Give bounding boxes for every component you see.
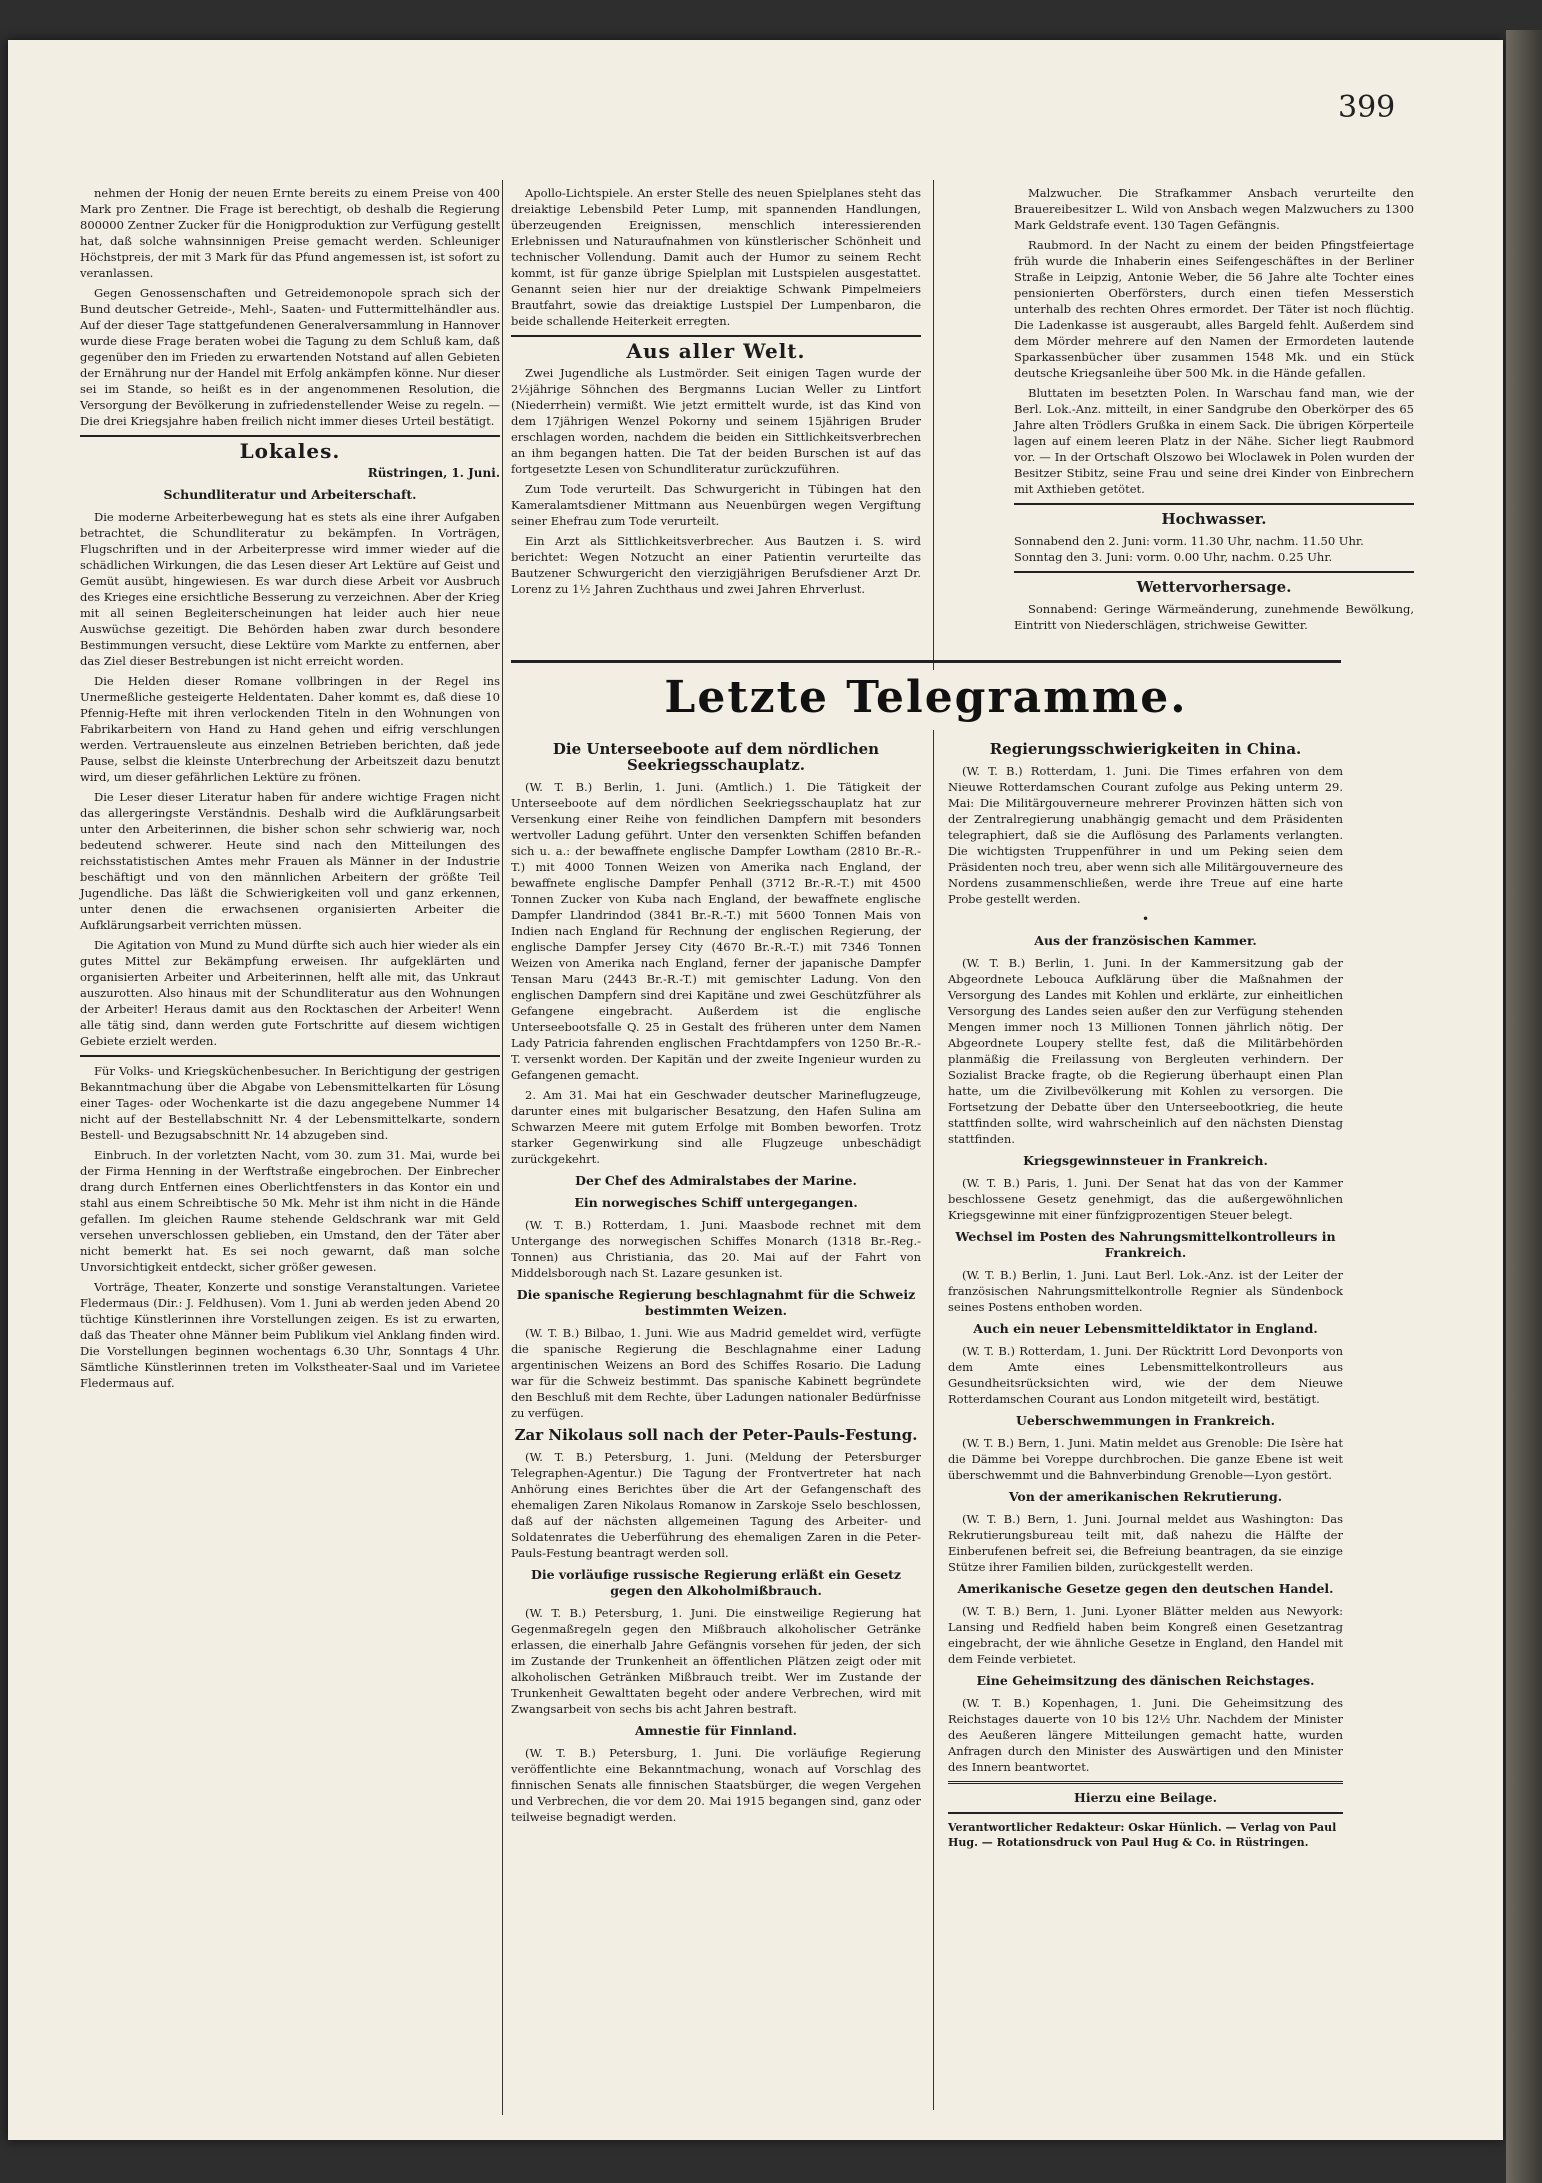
separator-dot: • [1141,912,1150,926]
article-text: Zum Tode verurteilt. Das Schwurgericht in Tübingen hat den Kameralamtsdiener Mittmann aus Neuenbürgen wegen Vergiftung seiner Ehefrau zum Tode verurteilt. [511,482,921,528]
column-middle-lower [511,735,921,1829]
imprint: Verantwortlicher Redakteur: Oskar Hünlich. — Verlag von Paul Hug. — Rotationsdruck von Paul Hug & Co. in Rüstringen. [948,1821,1337,1849]
divider [1014,571,1414,573]
article-text: (W. T. B.) Petersburg, 1. Juni. Die vorläufige Regierung veröffentlichte eine Bekanntmachung, wonach auf Vorschlag des finnischen Senats alle finnischen Staatsbürger, die wegen Vergehen und Verbrechen, die vor dem 20. Mai 1915 begangen sind, ganz oder teilweise begnadigt werden. [511,1746,921,1824]
column-rule [933,180,934,670]
newspaper-page [8,40,1503,2140]
article-text: Die Leser dieser Literatur haben für andere wichtige Fragen nicht das allergeringste Verständnis. Deshalb wird die Aufklärungsarbeit unter den Arbeiterinnen, die bisher schon sehr schwierig war, noch bedeutend schwerer. Heute sind nach den Mitteilungen des reichsstatistischen Amtes mehr Frauen als Männer in der Industrie beschäftigt und von den männlichen Arbeitern der größte Teil Jugendliche. Das läßt die Schwierigkeiten voll und ganz erkennen, unter denen die erwachsenen organisierten Arbeiter die Aufklärungsarbeit verrichten müssen. [80,790,500,932]
section-heading: Hochwasser. [1161,510,1267,528]
article-heading: Regierungsschwierigkeiten in China. [989,740,1302,758]
article-heading: Die spanische Regierung beschlagnahmt für die Schweiz bestimmten Weizen. [516,1287,916,1318]
section-heading: Aus aller Welt. [626,339,806,363]
article-heading: Eine Geheimsitzung des dänischen Reichstages. [976,1673,1315,1688]
article-heading: Aus der französischen Kammer. [1034,933,1257,948]
article-text: (W. T. B.) Petersburg, 1. Juni. (Meldung der Petersburger Telegraphen-Agentur.) Die Tagung der Frontvertreter hat nach Anhörung eines Berichtes über die Art der Gefangenschaft des ehemaligen Zaren Nikolaus Romanow in Zarskoje Sselo beschlossen, daß auf der nächsten allgemeinen Tagung des Arbeiter- und Soldatenrates die Ueberführung des ehemaligen Zaren in die Peter-Pauls-Festung beantragt werden soll. [511,1450,921,1560]
telegram-banner: Letzte Telegramme. [664,672,1188,723]
article-heading: Ueberschwemmungen in Frankreich. [1016,1413,1275,1428]
article-text: (W. T. B.) Bilbao, 1. Juni. Wie aus Madrid gemeldet wird, verfügte die spanische Regierung die Beschlagnahme einer Ladung argentinischen Weizens an Bord des Schiffes Rosario. Die Ladung war für die Schweiz bestimmt. Das spanische Kabinett begründete den Beschluß mit dem Rechte, über Ladungen nationaler Bedürfnisse zu verfügen. [511,1326,921,1420]
page-number: 399 [1338,90,1396,125]
section-heading: Wettervorhersage. [1136,578,1292,596]
article-text: (W. T. B.) Rotterdam, 1. Juni. Maasbode rechnet mit dem Untergange des norwegischen Schiffes Monarch (1318 Br.-Reg.-Tonnen) aus Christiania, das 20. Mai auf der Fahrt von Middelsborough nach St. Lazare gesunken ist. [511,1218,921,1280]
article-text: (W. T. B.) Bern, 1. Juni. Lyoner Blätter melden aus Newyork: Lansing und Redfield haben beim Kongreß einen Gesetzantrag eingebracht, der wie ähnliche Gesetze in England, den Handel mit dem Feinde verbietet. [948,1604,1343,1666]
divider [80,1055,500,1057]
article-heading: Amerikanische Gesetze gegen den deutschen Handel. [957,1581,1334,1596]
article-text: (W. T. B.) Berlin, 1. Juni. In der Kammersitzung gab der Abgeordnete Lebouca Aufklärung über die Maßnahmen der Versorgung des Landes mit Kohlen und erklärte, zur einheitlichen Versorgung des Landes seien außer den zur Verfügung stehenden Mengen immer noch 13 Millionen Tonnen jährlich nötig. Der Abgeordnete Loupery stellte fest, daß die Militärbehörden planmäßig die Freilassung von Bergleuten verhindern. Der Sozialist Bracke fragte, ob die Regierung überhaupt einen Plan hatte, um die Zivilbevölkerung mit Kohlen zu versorgen. Die Fortsetzung der Debatte über den Unterseebootkrieg, die heute stattfinden sollte, wird wahrscheinlich auf den nächsten Dienstag stattfinden. [948,956,1343,1146]
column-right-lower [948,735,1343,1850]
article-heading: Kriegsgewinnsteuer in Frankreich. [1023,1153,1268,1168]
article-heading: Die Unterseeboote auf dem nördlichen Seekriegsschauplatz. [552,740,880,774]
divider [948,1812,1343,1814]
article-text: Ein Arzt als Sittlichkeitsverbrecher. Aus Bautzen i. S. wird berichtet: Wegen Notzucht an einer Patientin verurteilte das Bautzener Schwurgericht den vierzigjährigen Berufsdiener Arzt Dr. Lorenz zu 1½ Jahren Zuchthaus und zwei Jahren Ehrverlust. [511,534,921,596]
article-text: (W. T. B.) Paris, 1. Juni. Der Senat hat das von der Kammer beschlossene Gesetz genehmigt, das die außergewöhnlichen Kriegsgewinne mit einer fünfzigprozentigen Steuer belegt. [948,1176,1343,1222]
article-text: Für Volks- und Kriegsküchenbesucher. In Berichtigung der gestrigen Bekanntmachung über die Abgabe von Lebensmittelkarten für Lösung einer Tages- oder Wochenkarte ist die dazu angegebene Nummer 14 nicht auf der Bestellabschnitt Nr. 4 der Lebensmittelkarte, sondern Bestell- und Bezugsabschnitt Nr. 14 abzugeben sind. [80,1064,500,1142]
article-text: Die moderne Arbeiterbewegung hat es stets als eine ihrer Aufgaben betrachtet, die Schundliteratur zu bekämpfen. In Vorträgen, Flugschriften und in der Arbeiterpresse wird immer wieder auf die schädlichen Wirkungen, die das Lesen dieser Art Lektüre auf Geist und Gemüt ausübt, hingewiesen. Es war durch diese Arbeit vor Ausbruch des Krieges eine ersichtliche Besserung zu verzeichnen. Aber der Krieg mit all seinen Begleiterscheinungen hat leider auch hier neue Auswüchse gezeitigt. Die Behörden haben zwar durch besondere Bestimmungen versucht, diese Lektüre vom Markte zu entfernen, aber das Ziel dieser Bestrebungen ist nicht erreicht worden. [80,510,500,668]
column-rule [502,180,503,2115]
article-text: (W. T. B.) Rotterdam, 1. Juni. Der Rücktritt Lord Devonports von dem Amte eines Lebensmittelkontrolleurs aus Gesundheitsrücksichten wird, wie der dem Nieuwe Rotterdamschen Courant aus London mitgeteilt wird, bestätigt. [948,1344,1343,1406]
column-rule [933,730,934,2110]
article-text: 2. Am 31. Mai hat ein Geschwader deutscher Marineflugzeuge, darunter eines mit bulgarischer Besatzung, den Hafen Sulina am Schwarzen Meere mit gutem Erfolge mit Bomben beworfen. Trotz starker Gegenwirkung sind alle Flugzeuge unbeschädigt zurückgekehrt. [511,1088,921,1166]
tide-row: Sonnabend den 2. Juni: vorm. 11.30 Uhr, nachm. 11.50 Uhr. [1014,534,1364,548]
article-heading: Schundliteratur und Arbeiterschaft. [163,487,417,502]
article-text: Vorträge, Theater, Konzerte und sonstige Veranstaltungen. Varietee Fledermaus (Dir.: J. Feldhusen). Vom 1. Juni ab werden jeden Abend 20 tüchtige Künstlerinnen ihre Vorstellungen zeigen. Es ist zu erwarten, daß das Theater ohne Männer beim Publikum viel Anklang finden wird. Die Vorstellungen beginnen wochentags 6.30 Uhr, Sonntags 4 Uhr. Sämtliche Künstlerinnen treten im Volkstheater-Saal und im Varietee Fledermaus auf. [80,1280,500,1390]
article-text: Die Helden dieser Romane vollbringen in der Regel ins Unermeßliche gesteigerte Heldentaten. Daher kommt es, daß diese 10 Pfennig-Hefte mit ihren verlockenden Titeln in den Wohnungen von Fabrikarbeitern von Hand zu Hand gehen und eifrig verschlungen werden. Vertrauensleute aus einzelnen Betrieben berichten, daß jede Pause, selbst die kleinste Unterbrechung der Arbeitszeit dazu benutzt wird, um dieser gefährlichen Lektüre zu frönen. [80,674,500,784]
binding-spine [1506,30,1542,2183]
article-text: (W. T. B.) Berlin, 1. Juni. Laut Berl. Lok.-Anz. ist der Leiter der französischen Nahrungsmittelkontrolle Regnier als Sündenbock seines Postens enthoben worden. [948,1268,1343,1314]
article-text: nehmen der Honig der neuen Ernte bereits zu einem Preise von 400 Mark pro Zentner. Die Frage ist berechtigt, ob deshalb die Regierung 800000 Zentner Zucker für die Honigproduktion zur Verfügung gestellt hat, daß solche wahnsinnigen Preise gemacht werden. Schleuniger Höchstpreis, der mit 3 Mark für das Pfund angemessen ist, ist sofort zu veranlassen. [80,186,500,280]
divider [511,660,1341,663]
dateline: Rüstringen, 1. Juni. [367,466,500,480]
article-text: (W. T. B.) Petersburg, 1. Juni. Die einstweilige Regierung hat Gegenmaßregeln gegen den Mißbrauch alkoholischer Getränke erlassen, die einerhalb Jahre Gefängnis vorsehen für jeden, der sich im Zustande der Trunkenheit an öffentlichen Plätzen zeigt oder mit alkoholischen Getränken Mißbrauch treibt. Wer im Zustande der Trunkenheit Gewalttaten begeht oder andere Verbrechen, wird mit Zwangsarbeit von sechs bis acht Jahren bestraft. [511,1606,921,1716]
tide-row: Sonntag den 3. Juni: vorm. 0.00 Uhr, nachm. 0.25 Uhr. [1014,550,1333,564]
article-text: Raubmord. In der Nacht zu einem der beiden Pfingstfeiertage früh wurde die Inhaberin eines Seifengeschäftes in der Berliner Straße in Leipzig, Antonie Weber, die 56 Jahre alte Tochter eines pensionierten Oberförsters, durch einen tiefen Messerstich unterhalb des rechten Ohres ermordet. Der Täter ist noch flüchtig. Die Ladenkasse ist ausgeraubt, alles Bargeld fehlt. Außerdem sind dem Mörder mehrere auf den Namen der Ermordeten lautende Sparkassenbücher über zusammen 1548 Mk. und ein Stück deutsche Kriegsanleihe über 500 Mk. in die Hände gefallen. [1014,238,1414,380]
article-text: Apollo-Lichtspiele. An erster Stelle des neuen Spielplanes steht das dreiaktige Lebensbild Peter Lump, mit spannenden Handlungen, überzeugenden Ereignissen, menschlich interessierenden Erlebnissen und Naturaufnahmen von künstlerischer Schönheit und technischer Vollendung. Damit auch der Humor zu seinem Recht kommt, ist für ganze übrige Spielplan mit Lustspielen ausgestattet. Genannt seien hier nur der dreiaktige Schwank Pimpelmeiers Brautfahrt, sowie das dreiaktige Lustspiel Der Lumpenbaron, die beide schallende Heiterkeit erregten. [511,186,921,328]
article-text: (W. T. B.) Rotterdam, 1. Juni. Die Times erfahren von dem Nieuwe Rotterdamschen Courant zufolge aus Peking unterm 29. Mai: Die Militärgouverneure mehrerer Provinzen hätten sich von der Zentralregierung unabhängig gemacht und dem Präsidenten telegraphiert, daß sie die Auflösung des Parlaments verlangten. Die wichtigsten Truppenführer in und um Peking seien dem Präsidenten noch treu, aber wenn sich alle Militärgouverneure des Nordens zusammenschließen, werde ihre Treue auf eine harte Probe gestellt werden. [948,764,1343,906]
article-text: Bluttaten im besetzten Polen. In Warschau fand man, wie der Berl. Lok.-Anz. mitteilt, in einer Sandgrube den Oberkörper des 65 Jahre alten Trödlers Grußka in einem Sack. Die übrigen Körperteile lagen auf einem leeren Platz in der Nähe. Sicher liegt Raubmord vor. — In der Ortschaft Olszowo bei Wloclawek in Polen wurden der Besitzer Stibitz, seine Frau und seine drei Kinder von Einbrechern mit Axthieben getötet. [1014,386,1414,496]
article-text: (W. T. B.) Kopenhagen, 1. Juni. Die Geheimsitzung des Reichstages dauerte von 10 bis 12½ Uhr. Nachdem der Minister des Aeußeren längere Mitteilungen gemacht hatte, wurden Anfragen durch den Minister des Auswärtigen und den Minister des Innern beantwortet. [948,1696,1343,1774]
supplement-note: Hierzu eine Beilage. [1074,1790,1217,1805]
article-text: Zwei Jugendliche als Lustmörder. Seit einigen Tagen wurde der 2½jährige Söhnchen des Bergmanns Lucian Weller zu Lintfort (Niederrhein) vermißt. Wie jetzt ermittelt wurde, ist das Kind von dem 17jährigen Wenzel Pokorny und seinem 15jährigen Bruder erschlagen worden, nachdem die beiden ein Sittlichkeitsverbrechen an ihm begangen hatten. Die Tat der beiden Burschen ist auf das fortgesetzte Lesen von Schundliteratur zurückzuführen. [511,366,921,476]
divider [948,1781,1343,1784]
article-text: Die Agitation von Mund zu Mund dürfte sich auch hier wieder als ein gutes Mittel zur Bekämpfung erweisen. Ihr aufgeklärten und organisierten Arbeiter und Arbeiterinnen, helft alle mit, das Unkraut auszurotten. Also hinaus mit der Schundliteratur aus den Wohnungen der Arbeiter! Heraus damit aus den Rocktaschen der Arbeiter! Wenn alle tätig sind, dann werden gute Fortschritte auf diesem wichtigen Gebiete erzielt werden. [80,938,500,1048]
article-text: (W. T. B.) Bern, 1. Juni. Matin meldet aus Grenoble: Die Isère hat die Dämme bei Voreppe durchbrochen. Die ganze Ebene ist weit überschwemmt und die Bahnverbindung Grenoble—Lyon gestört. [948,1436,1343,1482]
divider [511,335,921,337]
article-text: (W. T. B.) Bern, 1. Juni. Journal meldet aus Washington: Das Rekrutierungsbureau teilt mit, daß nahezu die Hälfte der Einberufenen befreit sei, die Befreiung beantragen, da sie einzige Stütze ihrer Familien bilden, zurückgestellt werden. [948,1512,1343,1574]
divider [80,435,500,437]
article-text: (W. T. B.) Berlin, 1. Juni. (Amtlich.) 1. Die Tätigkeit der Unterseeboote auf dem nördlichen Seekriegsschauplatz hat zur Versenkung einer Reihe von feindlichen Dampfern mit besonders wertvoller Ladung geführt. Unter den versenkten Schiffen befanden sich u. a.: der bewaffnete englische Dampfer Lowtham (2810 Br.-R.-T.) mit 4000 Tonnen Weizen von Amerika nach England, der bewaffnete englische Dampfer Penhall (3712 Br.-R.-T.) mit 4500 Tonnen Zucker von Kuba nach England, der bewaffnete englische Dampfer Llandrindod (3841 Br.-R.-T.) mit 5600 Tonnen Mais von Indien nach England für Rechnung der englischen Regierung, der englische Dampfer Jersey City (4670 Br.-R.-T.) mit 7346 Tonnen Weizen von Amerika nach England, ferner der japanische Dampfer Tensan Maru (2443 Br.-R.-T.) mit gemischter Ladung. Von den englischen Dampfern sind drei Kapitäne und zwei Geschützführer als Gefangene eingebracht. Außerdem ist die englische Unterseebootsfalle Q. 25 in Gestalt des früheren unter dem Namen Lady Patricia fahrenden englischen Frachtdampfers von 1250 Br.-R.-T. versenkt worden. Der Kapitän und der zweite Ingenieur wurden zu Gefangenen gemacht. [511,780,921,1082]
article-heading: Amnestie für Finnland. [634,1723,798,1738]
article-text: Sonnabend: Geringe Wärmeänderung, zunehmende Bewölkung, Eintritt von Niederschlägen, strichweise Gewitter. [1014,602,1414,632]
article-heading: Von der amerikanischen Rekrutierung. [1008,1489,1283,1504]
article-heading: Auch ein neuer Lebensmitteldiktator in England. [973,1321,1318,1336]
article-heading: Zar Nikolaus soll nach der Peter-Pauls-Festung. [514,1426,918,1444]
article-text: Malzwucher. Die Strafkammer Ansbach verurteilte den Brauereibesitzer L. Wild von Ansbach wegen Malzwuchers zu 1300 Mark Geldstrafe event. 130 Tagen Gefängnis. [1014,186,1414,232]
column-middle-upper [511,185,921,601]
signature: Der Chef des Admiralstabes der Marine. [575,1173,857,1188]
article-text: Gegen Genossenschaften und Getreidemonopole sprach sich der Bund deutscher Getreide-, Mehl-, Saaten- und Futtermittelhändler aus. Auf der dieser Tage stattgefundenen Generalversammlung in Hannover wurde diese Frage beraten wobei die Tagung zu dem Schluß kam, daß gegenüber den im Frieden zu erwartenden Notstand auf allen Gebieten der Ernährung nur der Handel mit Erfolg ankämpfen könne. Nur dieser sei im Stande, so heißt es in der angenommenen Resolution, die Versorgung der Bevölkerung in zufriedenstellender Weise zu regeln. — Die drei Kriegsjahre haben freilich nicht immer dieses Urteil bestätigt. [80,286,500,428]
article-heading: Ein norwegisches Schiff untergegangen. [574,1195,858,1210]
article-heading: Die vorläufige russische Regierung erläßt ein Gesetz gegen den Alkoholmißbrauch. [531,1567,901,1598]
section-heading: Lokales. [239,439,341,463]
column-left [80,185,500,1395]
article-heading: Wechsel im Posten des Nahrungsmittelkontrolleurs in Frankreich. [955,1229,1336,1260]
column-right-upper [1014,185,1414,637]
article-text: Einbruch. In der vorletzten Nacht, vom 30. zum 31. Mai, wurde bei der Firma Henning in der Werftstraße eingebrochen. Der Einbrecher drang durch Entfernen eines Oberlichtfensters in das Kontor ein und stahl aus einem Schreibtische 50 Mk. Mehr ist ihm nicht in die Hände gefallen. Im gleichen Raume stehende Geldschrank war mit Geld versehen unverschlossen geblieben, ein Umstand, den der Täter aber nicht bemerkt hat. Es sei noch gewarnt, daß man solche Unvorsichtigkeit entdeckt, sicher größer gewesen. [80,1148,500,1274]
divider [1014,503,1414,505]
